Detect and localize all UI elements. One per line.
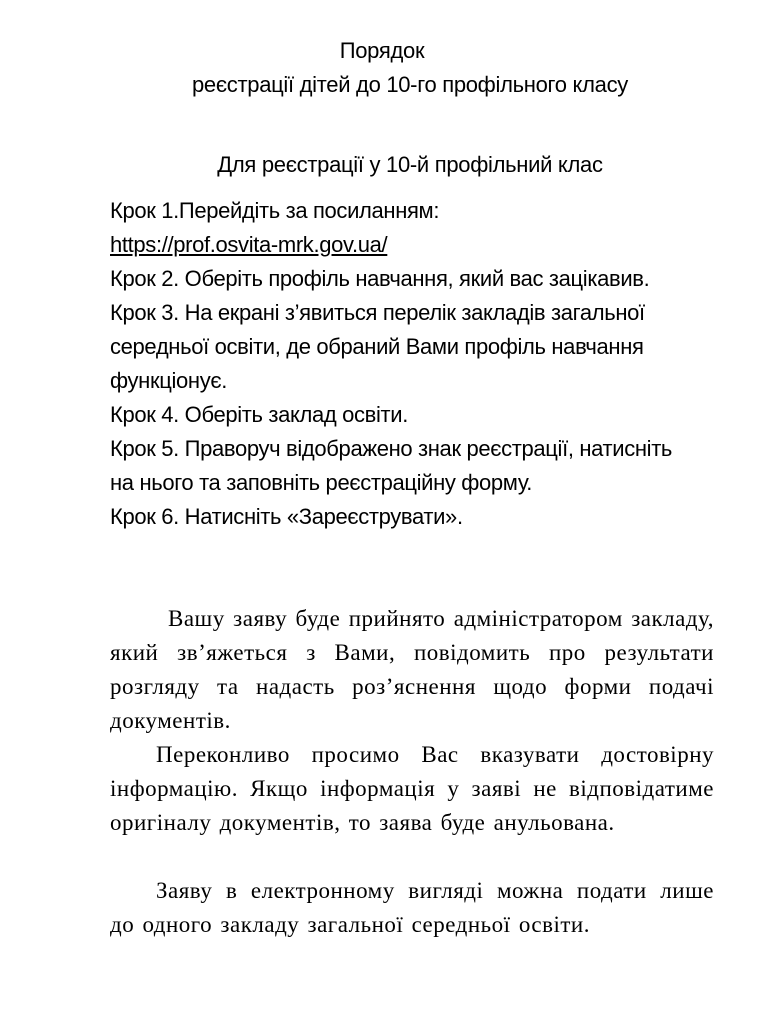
paragraph-application-review: Вашу заяву буде прийнято адміністратором закладу, який зв’яжеться з Вами, повідомить про результати розгляду та надасть роз’яснення щодо форми подачі документів.: [110, 606, 714, 733]
step-6: Крок 6. Натисніть «Зареєструвати».: [110, 504, 463, 529]
step-1: [110, 194, 690, 262]
document-title-subline: реєстрації дітей до 10-го профільного класу: [191, 72, 628, 97]
step-4: Крок 4. Оберіть заклад освіти.: [110, 402, 408, 427]
section-heading: Для реєстрації у 10-й профільний клас: [217, 152, 603, 177]
paragraph-accurate-info: Переконливо просимо Вас вказувати достовірну інформацію. Якщо інформація у заяві не відповідатиме оригіналу документів, то заява буде анульована.: [110, 742, 714, 835]
step-2: Крок 2. Оберіть профіль навчання, який вас зацікавив.: [110, 266, 650, 291]
document-title: Порядок: [339, 38, 425, 63]
step-1-text: Крок 1.Перейдіть за посиланням:: [110, 198, 440, 223]
steps-list: [110, 194, 690, 534]
registration-link[interactable]: https://prof.osvita-mrk.gov.ua/: [110, 232, 388, 257]
step-3: Крок 3. На екрані з’явиться перелік закладів загальної середньої освіти, де обраний Вами профіль навчання функціонує.: [110, 300, 645, 393]
step-5: Крок 5. Праворуч відображено знак реєстрації, натисніть на нього та заповніть реєстраційну форму.: [110, 436, 673, 495]
paragraph-single-school: Заяву в електронному вигляді можна подати лише до одного закладу загальної середньої освіти.: [110, 878, 714, 937]
